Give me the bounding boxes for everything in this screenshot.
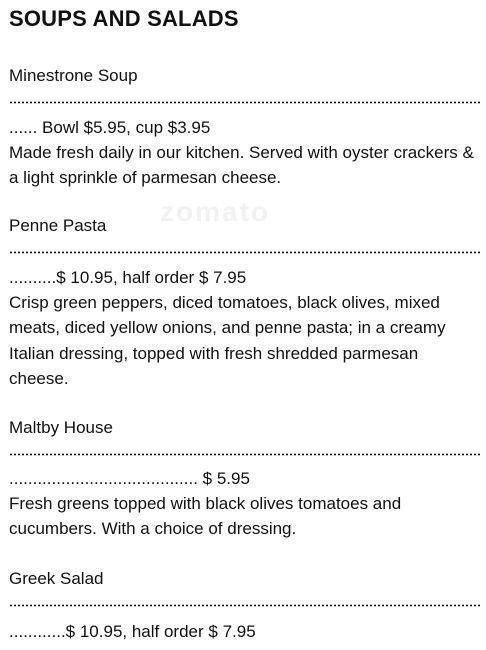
zomato-watermark: zomato [160,196,270,227]
item-name-maltby-house: Maltby House [9,418,113,437]
section-title: SOUPS AND SALADS [9,6,239,31]
item-description-minestrone-soup: Made fresh daily in our kitchen. Served with oyster crackers & a light sprinkle of parmesan cheese. [9,143,474,188]
item-description-maltby-house: Fresh greens topped with black olives tomatoes and cucumbers. With a choice of dressing. [9,494,402,539]
item-price-minestrone-soup: ...... Bowl $5.95, cup $3.95 [9,118,211,137]
item-name-greek-salad: Greek Salad [9,569,104,588]
dotted-leader [9,101,480,104]
item-price-maltby-house: ........................................ $ 5.95 [9,469,250,488]
dotted-leader [9,251,480,254]
dotted-leader [9,604,480,607]
item-name-minestrone-soup: Minestrone Soup [9,66,138,85]
item-name-penne-pasta: Penne Pasta [9,216,107,235]
item-description-penne-pasta: Crisp green peppers, diced tomatoes, black olives, mixed meats, diced yellow onions, and penne pasta; in a creamy Italian dressing, topped with fresh shredded parmesan cheese. [9,293,446,388]
item-price-penne-pasta: ..........$ 10.95, half order $ 7.95 [9,268,247,287]
dotted-leader [9,453,480,456]
item-price-greek-salad: ............$ 10.95, half order $ 7.95 [9,622,256,641]
